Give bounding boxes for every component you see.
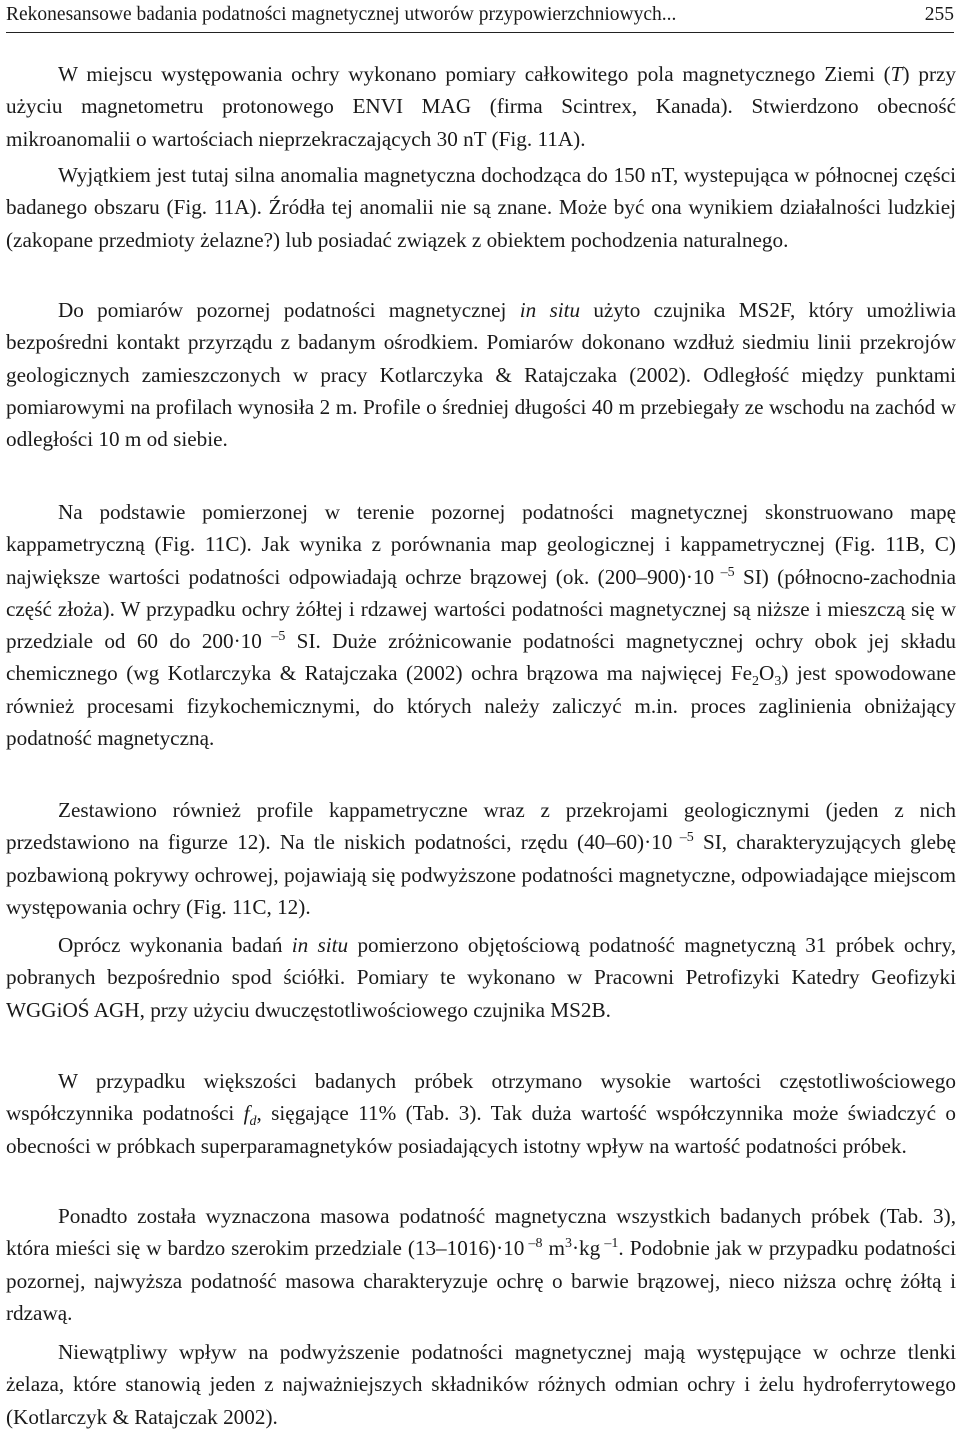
paragraph-1: W miejscu występowania ochry wykonano pomiary całkowitego pola magnetycznego Ziemi (T) przy użyciu magnetometru protonowego ENVI MAG (firma Scintrex, Kanada). Stwierdzono obecność mikroanomalii o wartościach nieprzekraczających 30 nT (Fig. 11A).	[6, 62, 956, 151]
paragraph-9: Niewątpliwy wpływ na podwyższenie podatności magnetycznej mają występujące w ochrze tlenki żelaza, które stanowią jeden z najważniejszych składników różnych odmian ochry i żelu hydroferrytowego (Kotlarczyk & Ratajczak 2002).	[6, 1340, 956, 1429]
paragraph-7: W przypadku większości badanych próbek otrzymano wysokie wartości częstotliwościowego współczynnika podatności $f_d$, sięgające 11% (Tab. 3). Tak duża wartość współczynnika może świadczyć o obecności w próbkach superparamagnetyków posiadających istotny wpływ na wartość podatności próbek.	[6, 1069, 957, 1158]
running-title: Rekonesansowe badania podatności magnetycznej utworów przypowierzchniowych...	[6, 4, 677, 25]
paragraph-5: Zestawiono również profile kappametryczne wraz z przekrojami geologicznymi (jeden z nich przedstawiono na figurze 12). Na tle niskich podatności, rzędu (40–60)·10 $^{-5}$ SI, charakteryzujących glebę pozbawioną pokrywy ochrowej, pojawiają się podwyższone podatności magnetyczne, odpowiadające miejscom występowania ochry (Fig. 11C, 12).	[6, 798, 957, 919]
paragraph-4: Na podstawie pomierzonej w terenie pozornej podatności magnetycznej skonstruowano mapę kappametryczną (Fig. 11C). Jak wynika z porównania map geologicznej i kappametrycznej (Fig. 11B, C) największe wartości podatności odpowiadają ochrze brązowej (ok. (200–900)·10 $^{-5}$ SI) (północno-zachodnia część złoża). W przypadku ochry żółtej i rdzawej wartości podatności magnetycznej są niższe i mieszczą się w przedziale od 60 do 200·10 $^{-5}$ SI. Duże zróżnicowanie podatności magnetycznej ochry obok jej składu chemicznego (wg Kotlarczyka & Ratajczaka (2002) ochra brązowa ma najwięcej $Fe_2O_3$) jest spowodowane również procesami fizykochemicznymi, do których należy zaliczyć m.in. proces zaglinienia obniżający podatność magnetyczną.	[6, 500, 957, 751]
page-number: 255	[924, 4, 954, 25]
paragraph-3: Do pomiarów pozornej podatności magnetycznej in situ użyto czujnika MS2F, który umożliwia bezpośredni kontakt przyrządu z badanym ośrodkiem. Pomiarów dokonano wzdłuż siedmiu linii przekrojów geologicznych zamieszczonych w pracy Kotlarczyka & Ratajczaka (2002). Odległość między punktami pomiarowymi na profilach wynosiła 2 m. Profile o średniej długości 40 m przebiegały ze wschodu na zachód w odległości 10 m od siebie.	[6, 298, 956, 452]
paragraph-8: Ponadto została wyznaczona masowa podatność magnetyczna wszystkich badanych próbek (Tab. 3), która mieści się w bardzo szerokim przedziale (13–1016)·10 $^{-8}$ $m^3\cdot kg$ $^{-1}$. Podobnie jak w przypadku podatności pozornej, najwyższa podatność masowa charakteryzuje ochrę o barwie brązowej, nieco niższa ochrę żółtą i rdzawą.	[6, 1204, 957, 1325]
paragraph-6: Oprócz wykonania badań in situ pomierzono objętościową podatność magnetyczną 31 próbek ochry, pobranych bezpośrednio spod ściółki. Pomiary te wykonano w Pracowni Petrofizyki Katedry Geofizyki WGGiOŚ AGH, przy użyciu dwuczęstotliwościowego czujnika MS2B.	[6, 933, 957, 1022]
paragraph-2: Wyjątkiem jest tutaj silna anomalia magnetyczna dochodząca do 150 nT, wystepująca w północnej części badanego obszaru (Fig. 11A). Źródła tej anomalii nie są znane. Może być ona wynikiem działalności ludzkiej (zakopane przedmioty żelazne?) lub posiadać związek z obiektem pochodzenia naturalnego.	[6, 163, 956, 252]
running-header	[6, 0, 954, 33]
